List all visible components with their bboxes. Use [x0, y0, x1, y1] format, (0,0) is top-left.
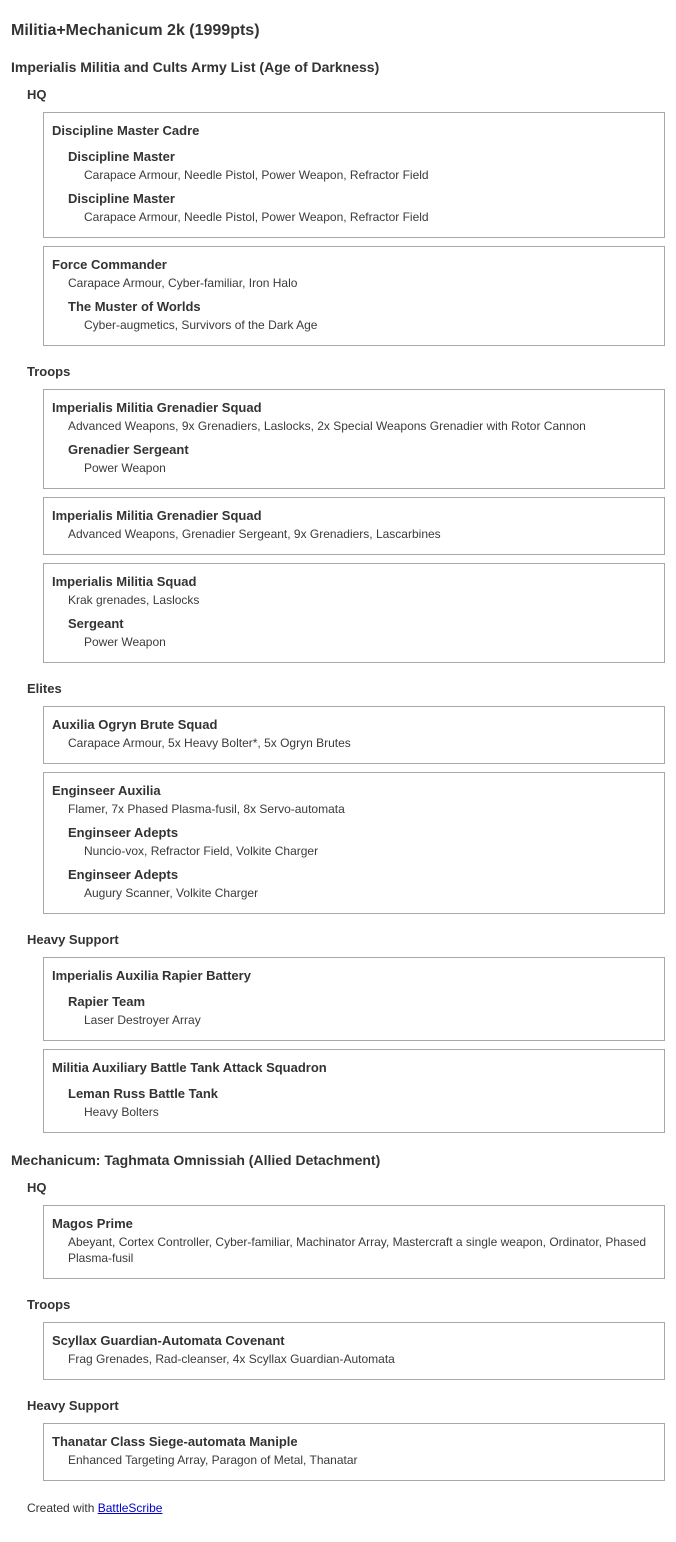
unit-name: Discipline Master Cadre — [52, 123, 200, 138]
force-title: Imperialis Militia and Cults Army List (Age of Darkness) — [11, 59, 380, 75]
unit-card — [43, 389, 665, 489]
unit-wargear: Abeyant, Cortex Controller, Cyber-familiar, Machinator Array, Mastercraft a single weapon, Ordinator, Phased Plasma-fusil — [68, 1235, 647, 1265]
force-title: Mechanicum: Taghmata Omnissiah (Allied Detachment) — [11, 1152, 381, 1168]
unit-wargear: Frag Grenades, Rad-cleanser, 4x Scyllax Guardian-Automata — [68, 1352, 395, 1366]
sub-unit-wargear: Carapace Armour, Needle Pistol, Power Weapon, Refractor Field — [84, 168, 429, 182]
sub-unit-wargear: Nuncio-vox, Refractor Field, Volkite Charger — [84, 844, 319, 858]
sub-unit-wargear: Cyber-augmetics, Survivors of the Dark Age — [84, 318, 318, 332]
sub-unit-name: Enginseer Adepts — [68, 867, 179, 882]
unit-list — [43, 389, 665, 663]
unit-card — [43, 1205, 665, 1279]
sub-unit-wargear: Laser Destroyer Array — [84, 1013, 201, 1027]
unit-list — [43, 706, 665, 914]
unit-card — [43, 563, 665, 663]
unit-name: Imperialis Militia Grenadier Squad — [52, 400, 262, 415]
category-title: Heavy Support — [27, 932, 119, 947]
footer-prefix: Created with — [27, 1501, 95, 1515]
sub-unit-name: Enginseer Adepts — [68, 825, 179, 840]
sub-unit-wargear: Power Weapon — [84, 461, 166, 475]
sub-unit-name: Rapier Team — [68, 994, 146, 1009]
category-section — [27, 87, 665, 346]
unit-wargear: Advanced Weapons, Grenadier Sergeant, 9x Grenadiers, Lascarbines — [68, 527, 441, 541]
unit-card — [43, 1322, 665, 1380]
sub-unit-wargear: Augury Scanner, Volkite Charger — [84, 886, 259, 900]
unit-list — [43, 957, 665, 1133]
category-title: Heavy Support — [27, 1398, 119, 1413]
category-section — [27, 932, 665, 1133]
sub-unit-name: Discipline Master — [68, 149, 175, 164]
roster-title: Militia+Mechanicum 2k (1999pts) — [11, 22, 260, 39]
forces-container — [11, 58, 665, 1481]
category-section — [27, 1297, 665, 1380]
sub-unit — [52, 614, 656, 650]
unit-name: Auxilia Ogryn Brute Squad — [52, 717, 218, 732]
unit-name: Thanatar Class Siege-automata Maniple — [52, 1434, 298, 1449]
category-section — [27, 1398, 665, 1481]
unit-wargear: Carapace Armour, Cyber-familiar, Iron Halo — [68, 276, 298, 290]
unit-card — [43, 112, 665, 238]
battlescribe-link[interactable]: BattleScribe — [97, 1501, 163, 1515]
category-title: Troops — [27, 1297, 71, 1312]
unit-wargear: Carapace Armour, 5x Heavy Bolter*, 5x Ogryn Brutes — [68, 736, 351, 750]
category-title: Elites — [27, 681, 62, 696]
category-title: HQ — [27, 1180, 47, 1195]
unit-list — [43, 112, 665, 346]
sub-unit — [52, 147, 656, 183]
category-section — [27, 364, 665, 663]
category-section — [27, 1180, 665, 1279]
unit-name: Imperialis Auxilia Rapier Battery — [52, 968, 251, 983]
unit-wargear: Advanced Weapons, 9x Grenadiers, Laslocks, 2x Special Weapons Grenadier with Rotor Cannon — [68, 419, 586, 433]
sub-unit-name: Discipline Master — [68, 191, 175, 206]
unit-wargear: Krak grenades, Laslocks — [68, 593, 200, 607]
unit-name: Imperialis Militia Grenadier Squad — [52, 508, 262, 523]
unit-card — [43, 957, 665, 1041]
unit-wargear: Flamer, 7x Phased Plasma-fusil, 8x Servo-automata — [68, 802, 345, 816]
sub-unit — [52, 865, 656, 901]
sub-unit-name: Leman Russ Battle Tank — [68, 1086, 219, 1101]
sub-unit — [52, 823, 656, 859]
category-title: Troops — [27, 364, 71, 379]
unit-card — [43, 1423, 665, 1481]
unit-name: Imperialis Militia Squad — [52, 574, 197, 589]
unit-list — [43, 1322, 665, 1380]
unit-name: Magos Prime — [52, 1216, 133, 1231]
unit-card — [43, 772, 665, 914]
unit-card — [43, 497, 665, 555]
sub-unit-wargear: Heavy Bolters — [84, 1105, 159, 1119]
unit-list — [43, 1205, 665, 1279]
category-title: HQ — [27, 87, 47, 102]
sub-unit — [52, 189, 656, 225]
sub-unit — [52, 440, 656, 476]
sub-unit-name: The Muster of Worlds — [68, 299, 201, 314]
unit-card — [43, 706, 665, 764]
force-section — [11, 58, 665, 1133]
unit-wargear: Enhanced Targeting Array, Paragon of Metal, Thanatar — [68, 1453, 358, 1467]
sub-unit-name: Sergeant — [68, 616, 124, 631]
unit-card — [43, 246, 665, 346]
sub-unit-wargear: Carapace Armour, Needle Pistol, Power Weapon, Refractor Field — [84, 210, 429, 224]
category-section — [27, 681, 665, 914]
sub-unit-wargear: Power Weapon — [84, 635, 166, 649]
sub-unit — [52, 992, 656, 1028]
unit-name: Force Commander — [52, 257, 167, 272]
sub-unit-name: Grenadier Sergeant — [68, 442, 189, 457]
sub-unit — [52, 297, 656, 333]
unit-name: Enginseer Auxilia — [52, 783, 161, 798]
footer — [27, 1501, 665, 1515]
unit-list — [43, 1423, 665, 1481]
unit-card — [43, 1049, 665, 1133]
unit-name: Scyllax Guardian-Automata Covenant — [52, 1333, 285, 1348]
unit-name: Militia Auxiliary Battle Tank Attack Squadron — [52, 1060, 327, 1075]
sub-unit — [52, 1084, 656, 1120]
force-section — [11, 1151, 665, 1481]
